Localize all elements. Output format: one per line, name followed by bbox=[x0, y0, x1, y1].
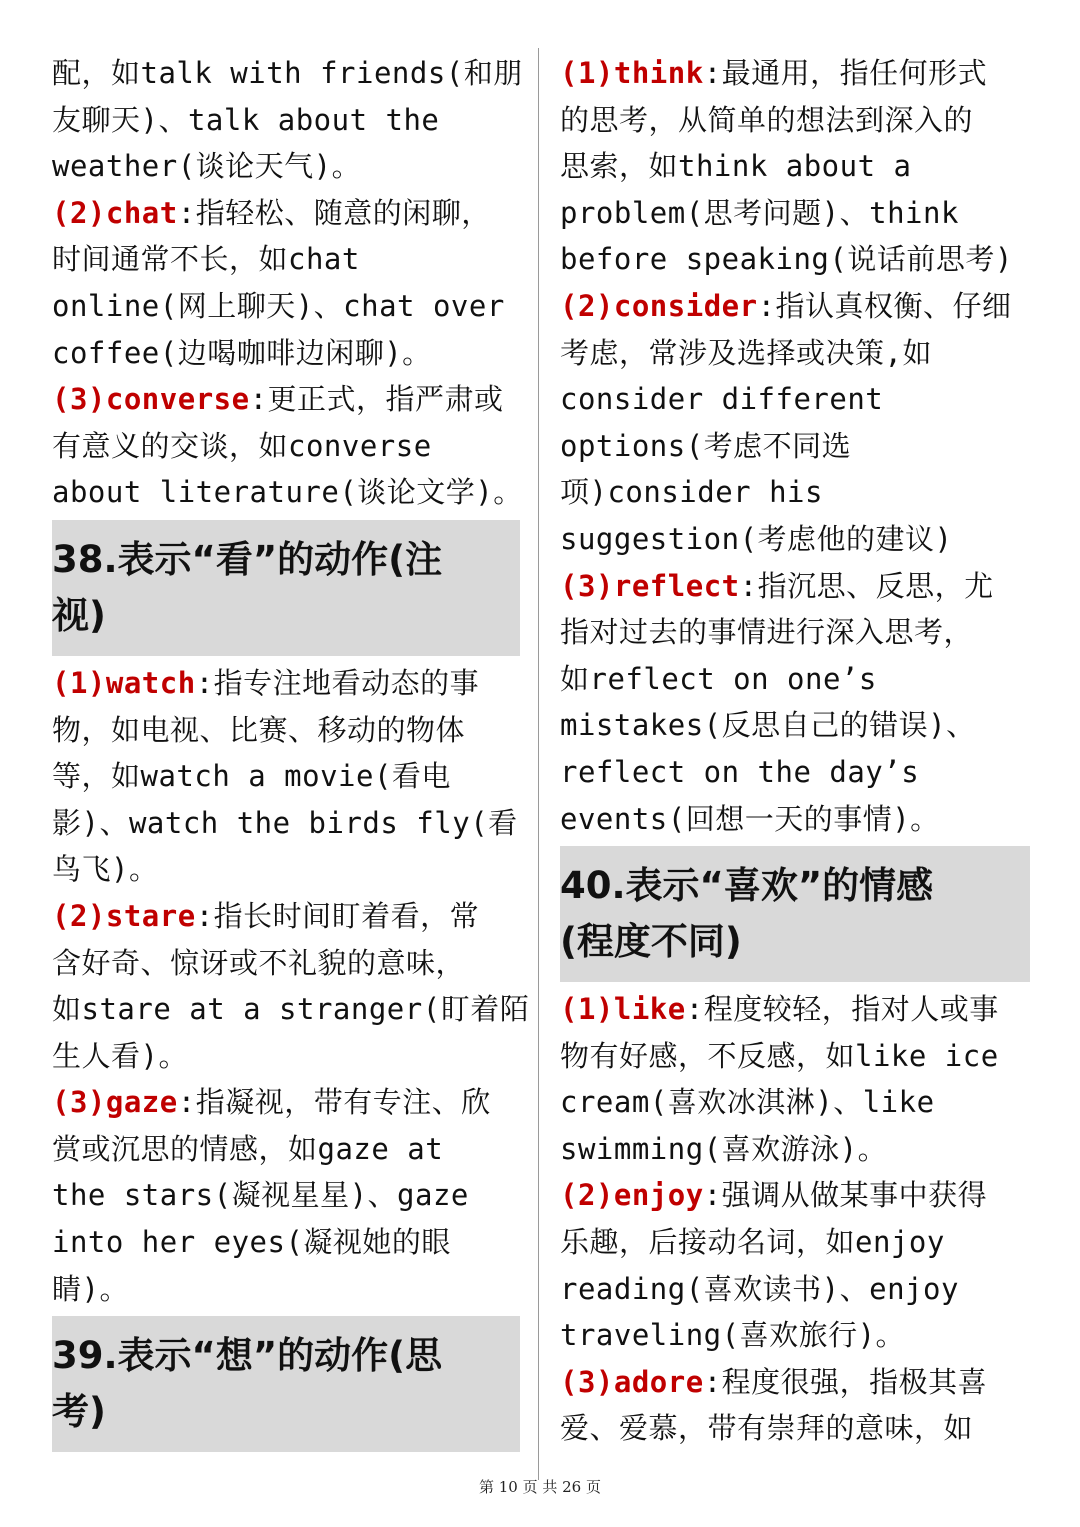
text-line: 如stare at a stranger(盯着陌 bbox=[52, 992, 530, 1027]
section-heading-38 bbox=[52, 520, 520, 656]
text-line: 如reflect on one’s bbox=[560, 661, 877, 696]
text-line: mistakes(反思自己的错误)、 bbox=[560, 708, 976, 743]
text-line: cream(喜欢冰淇淋)、like bbox=[560, 1085, 935, 1120]
text-line: :程度较轻，指对人或事 bbox=[685, 992, 999, 1027]
text-line: coffee(边喝咖啡边闲聊)。 bbox=[52, 335, 432, 370]
entry-number: (1) bbox=[560, 56, 614, 90]
text-line: 指对过去的事情进行深入思考， bbox=[560, 615, 974, 650]
text-line: 鸟飞)。 bbox=[52, 852, 159, 887]
right-column bbox=[560, 50, 1030, 1452]
heading-line: 39.表示“想”的动作(思 bbox=[52, 1334, 443, 1378]
left-column bbox=[52, 50, 530, 1456]
text-line: 赏或沉思的情感，如gaze at bbox=[52, 1131, 444, 1166]
text-line: 影)、watch the birds fly(看 bbox=[52, 805, 518, 840]
text-line: :指长时间盯着看，常 bbox=[195, 898, 480, 933]
text-line: 考虑，常涉及选择或决策,如 bbox=[560, 335, 932, 370]
entry-keyword: enjoy bbox=[613, 1178, 704, 1213]
entry-keyword: chat bbox=[105, 195, 178, 230]
entry-keyword: adore bbox=[613, 1364, 704, 1399]
text-line: 等，如watch a movie(看电 bbox=[52, 759, 451, 794]
entry-keyword: stare bbox=[105, 898, 196, 933]
text-line: 爱、爱慕，带有崇拜的意味，如 bbox=[560, 1411, 974, 1446]
entry-keyword: reflect bbox=[613, 568, 740, 603]
text-line: :最通用，指任何形式 bbox=[703, 56, 988, 90]
text-line: 物有好感，不反感，如like ice bbox=[560, 1038, 999, 1073]
text-line: :指专注地看动态的事 bbox=[195, 665, 480, 700]
text-line: about literature(谈论文学)。 bbox=[52, 475, 523, 510]
text-line: before speaking(说话前思考) bbox=[560, 242, 1013, 277]
entry-gaze bbox=[52, 1079, 520, 1312]
entry-think bbox=[560, 50, 1030, 283]
text-line: 时间通常不长，如chat bbox=[52, 242, 360, 277]
text-line: suggestion(考虑他的建议) bbox=[560, 521, 953, 556]
heading-line: 考) bbox=[52, 1390, 106, 1434]
entry-number: (2) bbox=[560, 1178, 614, 1213]
text-line: 有意义的交谈，如converse bbox=[52, 428, 432, 463]
text-line: into her eyes(凝视她的眼 bbox=[52, 1225, 451, 1260]
text-line: 含好奇、惊讶或不礼貌的意味， bbox=[52, 945, 466, 980]
entry-number: (1) bbox=[52, 665, 106, 700]
text-line: 思索，如think about a bbox=[560, 149, 912, 184]
text-line: 生人看)。 bbox=[52, 1038, 188, 1073]
entry-number: (2) bbox=[560, 288, 614, 323]
text-line: 物，如电视、比赛、移动的物体 bbox=[52, 712, 466, 747]
text-line: 项)consider his bbox=[560, 475, 823, 510]
column-divider bbox=[538, 48, 539, 1480]
text-line: 乐趣，后接动名词，如enjoy bbox=[560, 1225, 945, 1260]
entry-keyword: watch bbox=[105, 665, 196, 700]
entry-number: (2) bbox=[52, 898, 106, 933]
section-heading-40 bbox=[560, 846, 1030, 982]
page-number-footer: 第 10 页 共 26 页 bbox=[478, 1478, 601, 1496]
text-line: :指凝视，带有专注、欣 bbox=[177, 1085, 491, 1120]
entry-keyword: gaze bbox=[105, 1085, 178, 1120]
text-line: 友聊天)、talk about the bbox=[52, 102, 440, 137]
entry-like bbox=[560, 986, 1030, 1172]
entry-keyword: like bbox=[613, 992, 686, 1027]
text-line: 配，如talk with friends(和朋 bbox=[52, 56, 523, 90]
entry-keyword: consider bbox=[613, 288, 758, 323]
text-line: :程度很强，指极其喜 bbox=[703, 1364, 988, 1399]
text-line: the stars(凝视星星)、gaze bbox=[52, 1178, 469, 1213]
entry-stare bbox=[52, 893, 530, 1079]
heading-line: 视) bbox=[52, 593, 106, 637]
section-heading-39 bbox=[52, 1316, 520, 1452]
heading-line: 40.表示“喜欢”的情感 bbox=[560, 864, 934, 908]
entry-keyword: converse bbox=[105, 382, 250, 417]
entry-watch bbox=[52, 660, 520, 893]
intro-paragraph bbox=[52, 50, 523, 190]
text-line: :更正式，指严肃或 bbox=[249, 382, 504, 417]
entry-enjoy bbox=[560, 1172, 1030, 1358]
entry-number: (3) bbox=[560, 568, 614, 603]
text-line: 的思考，从简单的想法到深入的 bbox=[560, 102, 974, 137]
text-line: weather(谈论天气)。 bbox=[52, 149, 362, 184]
text-line: :指认真权衡、仔细 bbox=[757, 288, 1012, 323]
text-line: :指沉思、反思，尤 bbox=[739, 568, 994, 603]
entry-number: (3) bbox=[52, 1085, 106, 1120]
text-line: :指轻松、随意的闲聊， bbox=[177, 195, 491, 230]
text-line: swimming(喜欢游泳)。 bbox=[560, 1131, 888, 1166]
text-line: :强调从做某事中获得 bbox=[703, 1178, 988, 1213]
entry-number: (3) bbox=[52, 382, 106, 417]
text-line: consider different bbox=[560, 382, 884, 417]
entry-number: (3) bbox=[560, 1364, 614, 1399]
text-line: problem(思考问题)、think bbox=[560, 195, 959, 230]
text-line: online(网上聊天)、chat over bbox=[52, 288, 505, 323]
entry-adore bbox=[560, 1359, 1030, 1452]
heading-line: 38.表示“看”的动作(注 bbox=[52, 537, 443, 581]
text-line: reading(喜欢读书)、enjoy bbox=[560, 1271, 959, 1306]
heading-line: (程度不同) bbox=[560, 920, 742, 964]
entry-number: (2) bbox=[52, 195, 106, 230]
text-line: options(考虑不同选 bbox=[560, 428, 852, 463]
entry-reflect bbox=[560, 563, 1030, 843]
entry-keyword: think bbox=[613, 56, 704, 90]
entry-number: (1) bbox=[560, 992, 614, 1027]
entry-consider bbox=[560, 283, 1030, 563]
entry-converse bbox=[52, 376, 523, 516]
entry-chat bbox=[52, 190, 520, 376]
text-line: reflect on the day’s bbox=[560, 754, 920, 789]
text-line: traveling(喜欢旅行)。 bbox=[560, 1318, 906, 1353]
text-line: 睛)。 bbox=[52, 1271, 129, 1306]
text-line: events(回想一天的事情)。 bbox=[560, 801, 940, 836]
